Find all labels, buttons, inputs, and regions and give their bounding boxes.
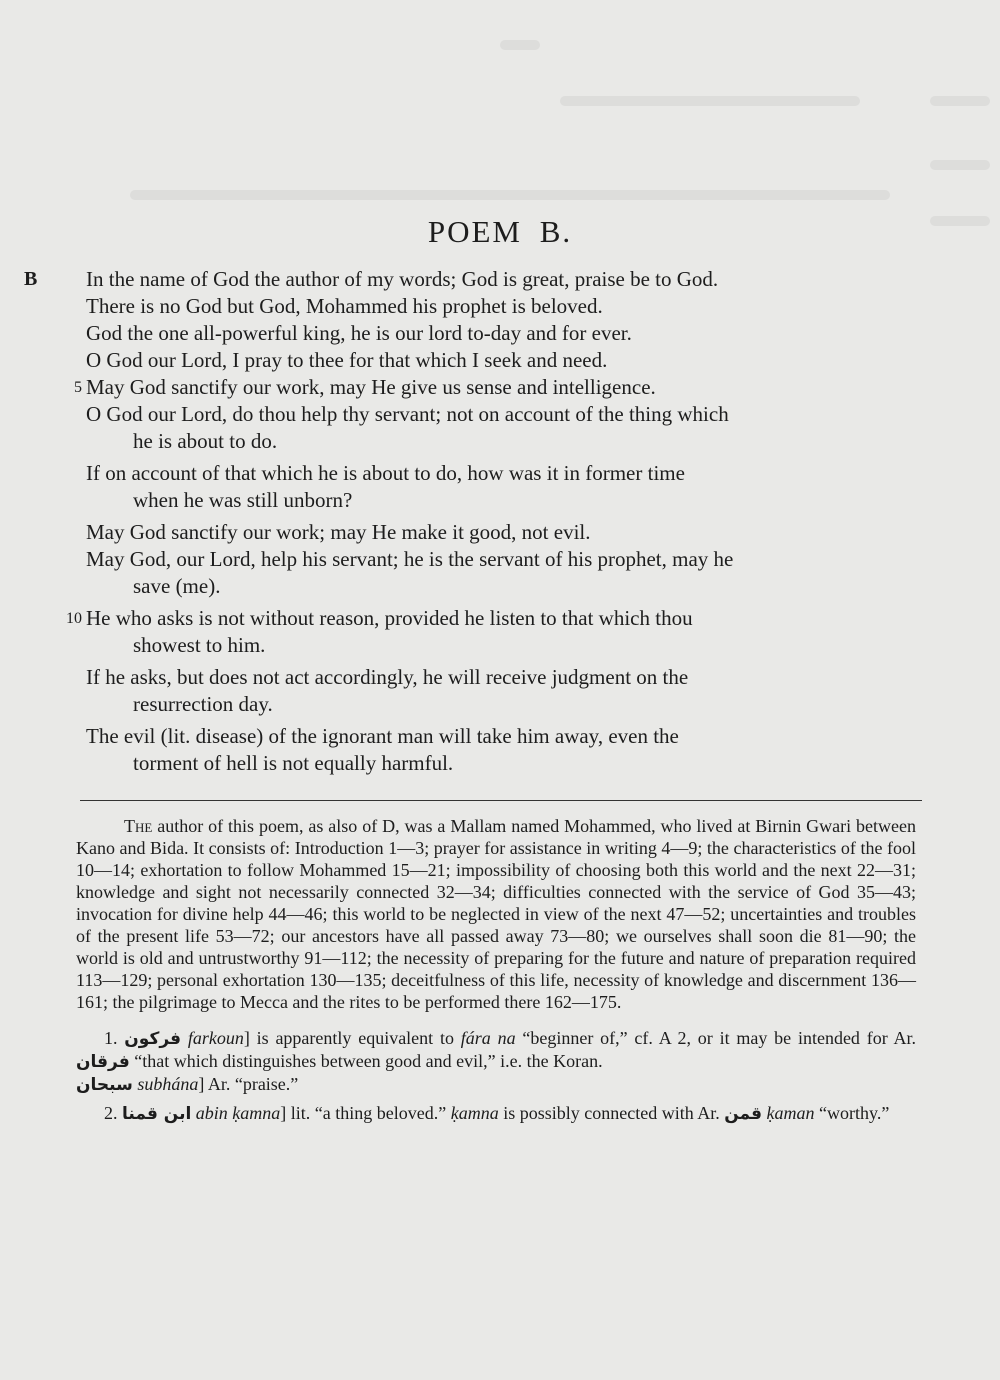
footnote-text: “worthy.” <box>819 1103 890 1123</box>
transliteration: farkoun <box>187 1028 244 1048</box>
line-continuation: he is about to do. <box>133 429 278 453</box>
footnote-text: is possibly connected with Ar. <box>503 1103 720 1123</box>
transliteration: subhána <box>137 1074 199 1094</box>
poem-line <box>86 519 931 546</box>
footnote-text: ] lit. “a thing beloved.” <box>280 1103 447 1123</box>
line-text: God the one all-powerful king, he is our lord to-day and for ever. <box>86 321 632 345</box>
line-continuation: showest to him. <box>133 633 266 657</box>
footnote-2 <box>76 1102 916 1125</box>
poem-line <box>86 266 931 293</box>
hausa-term: fára na <box>460 1028 516 1048</box>
line-text: May God sanctify our work; may He make it good, not evil. <box>86 520 591 544</box>
line-continuation: torment of hell is not equally harmful. <box>133 751 454 775</box>
footnote-text: “beginner of,” cf. A 2, or it may be intended for Ar. <box>522 1028 917 1048</box>
section-marker: B <box>24 268 38 290</box>
poem-line <box>86 546 931 600</box>
line-text: If on account of that which he is about to do, how was it in former time <box>86 461 685 485</box>
intro-lead-word: The <box>124 816 153 836</box>
line-text: O God our Lord, do thou help thy servant; not on account of the thing which <box>86 402 729 426</box>
line-continuation: when he was still unborn? <box>133 488 353 512</box>
poem-line <box>86 723 931 777</box>
intro-paragraph <box>76 815 916 1013</box>
footnote-text: “that which distinguishes between good and evil,” i.e. the Koran. <box>134 1051 603 1071</box>
poem-line <box>66 605 931 659</box>
footnote-1 <box>76 1027 916 1096</box>
arabic-term: فرقان <box>76 1052 130 1072</box>
line-text: May God sanctify our work, may He give us sense and intelligence. <box>86 375 656 399</box>
divider-rule <box>80 800 922 801</box>
poem-line <box>86 293 931 320</box>
poem-line <box>74 374 931 401</box>
poem-text <box>66 266 931 777</box>
line-text: He who asks is not without reason, provided he listen to that which thou <box>86 606 693 630</box>
poem-line <box>86 460 931 514</box>
poem-line <box>86 347 931 374</box>
line-continuation: save (me). <box>133 574 221 598</box>
arabic-term: ابن قمنا <box>122 1104 192 1124</box>
line-text: May God, our Lord, help his servant; he is the servant of his prophet, may he <box>86 547 734 571</box>
poem-line <box>86 664 931 718</box>
transliteration: ḳaman <box>766 1103 815 1123</box>
footnote-number: 2. <box>104 1103 118 1123</box>
poem-line <box>86 320 931 347</box>
arabic-term: قمن <box>724 1104 763 1124</box>
footnote-number: 1. <box>104 1028 118 1048</box>
poem-line <box>86 401 931 455</box>
footnote-text: ] is apparently equivalent to <box>243 1028 454 1048</box>
hausa-term: ḳamna <box>450 1103 499 1123</box>
line-text: If he asks, but does not act accordingly, he will receive judgment on the <box>86 665 689 689</box>
line-number: 5 <box>74 379 82 396</box>
line-text: There is no God but God, Mohammed his prophet is beloved. <box>86 294 603 318</box>
intro-text: author of this poem, as also of D, was a Mallam named Mohammed, who lived at Birnin Gwari between Kano and Bida. It consists of: Introduction 1—3; prayer for assistance in writing 4—9; the characteristics of the fool 10—14; exhortation to follow Mohammed 15—21; impossibility of choosing both this world and the next 22—31; knowledge and sight not necessarily connected 32—34; difficulties connected with the service of God 35—43; invocation for divine help 44—46; this world to be neglected in view of the next 47—52; uncertainties and troubles of the present life 53—72; our ancestors have all passed away 73—80; we ourselves shall soon die 81—90; the world is old and untrustworthy 91—112; the necessity of preparing for the future and nature of preparation required 113—129; personal exhortation 130—135; deceitfulness of this life, necessity of knowledge and discernment 136—161; the pilgrimage to Mecca and the rites to be performed there 162—175. <box>76 816 917 1012</box>
line-continuation: resurrection day. <box>133 692 273 716</box>
footnote-text: ] Ar. “praise.” <box>198 1074 299 1094</box>
line-text: In the name of God the author of my words; God is great, praise be to God. <box>86 267 719 291</box>
line-text: The evil (lit. disease) of the ignorant man will take him away, even the <box>86 724 679 748</box>
line-text: O God our Lord, I pray to thee for that which I seek and need. <box>86 348 608 372</box>
line-number: 10 <box>66 610 82 627</box>
transliteration: abin ḳamna <box>195 1103 281 1123</box>
arabic-term: فركون <box>124 1029 182 1049</box>
arabic-term: سبحان <box>76 1075 133 1095</box>
page-title: POEM B. <box>427 214 573 249</box>
commentary-notes <box>76 815 916 1125</box>
